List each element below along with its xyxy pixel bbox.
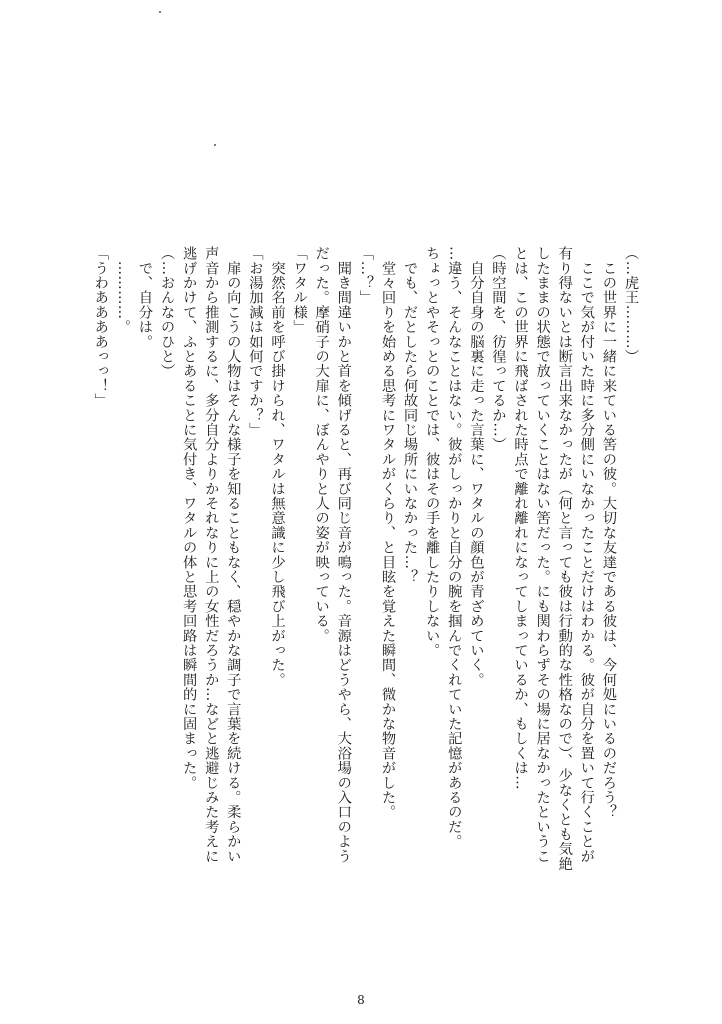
text-line: ここで気が付いた時に多分側にいなかったことだけはわかる。彼が自分を置いて行くことが (578, 246, 595, 864)
text-line: 堂々回りを始める思考にワタルがくらり、と目眩を覚えた瞬間、微かな物音がした。 (379, 246, 396, 820)
text-line: 逃げかけて、ふとあることに気付き、ワタルの体と思考回路は瞬間的に固まった。 (181, 246, 198, 790)
scan-speck (214, 144, 216, 146)
text-line: 自分自身の脳裏に走った言葉に、ワタルの顔色が青ざめていく。 (468, 246, 485, 687)
text-line: （…虎王………） (623, 246, 639, 364)
text-line: この世界に一緒に来ている筈の彼。大切な友達である彼は、今何処にいるのだろう？ (600, 246, 617, 820)
text-line: 突然名前を呼び掛けられ、ワタルは無意識に少し飛び上がった。 (269, 246, 286, 687)
text-line: …………。 (114, 246, 131, 335)
text-line: だった。摩硝子の大扉に、ぼんやりと人の姿が映っている。 (313, 246, 330, 643)
text-line: 「…？」 (357, 246, 374, 305)
text-line: 声音から推測するに、多分自分よりかそれなりに上の女性だろうか…などと逃避じみた考えに (203, 246, 220, 864)
text-line: 扉の向こうの人物はそんな様子を知ることもなく、穏やかな調子で言葉を続ける。柔らかい (225, 246, 242, 864)
text-line: したままの状態で放っていくことはない筈だった。にも関わらずその場に居なかったというこ (534, 246, 551, 864)
text-line: 有り得ないとは断言出来なかったが（何と言っても彼は行動的な性格なので）、少なくとも気絶 (556, 246, 573, 871)
text-line: …違う、そんなことはない。彼がしっかりと自分の腕を掴んでくれていた記憶があるのだ。 (446, 246, 463, 849)
text-line: （…おんなのひと） (159, 246, 176, 379)
page-number: 8 (357, 993, 365, 1007)
text-line: でも、だとしたら何故同じ場所にいなかった…？ (402, 246, 419, 585)
text-line: ちょっとやそっとのことでは、彼はその手を離したりしない。 (424, 246, 441, 658)
scan-speck (159, 11, 161, 13)
text-line: 「うわああああっっ！」 (92, 246, 109, 408)
text-line: 「ワタル様」 (291, 246, 308, 335)
text-line: とは、この世界に飛ばされた時点で離れ離れになってしまっているか、もしくは… (512, 246, 529, 790)
text-line: 「お湯加減は如何ですか？」 (247, 246, 264, 438)
text-line: で、自分は。 (136, 246, 153, 349)
text-line: （時空間を、彷徨ってるか…） (490, 246, 507, 452)
vertical-body-text (90, 246, 642, 886)
text-line: 聞き間違いかと首を傾げると、再び同じ音が鳴った。音源はどうやら、大浴場の入口のよう (335, 246, 352, 864)
